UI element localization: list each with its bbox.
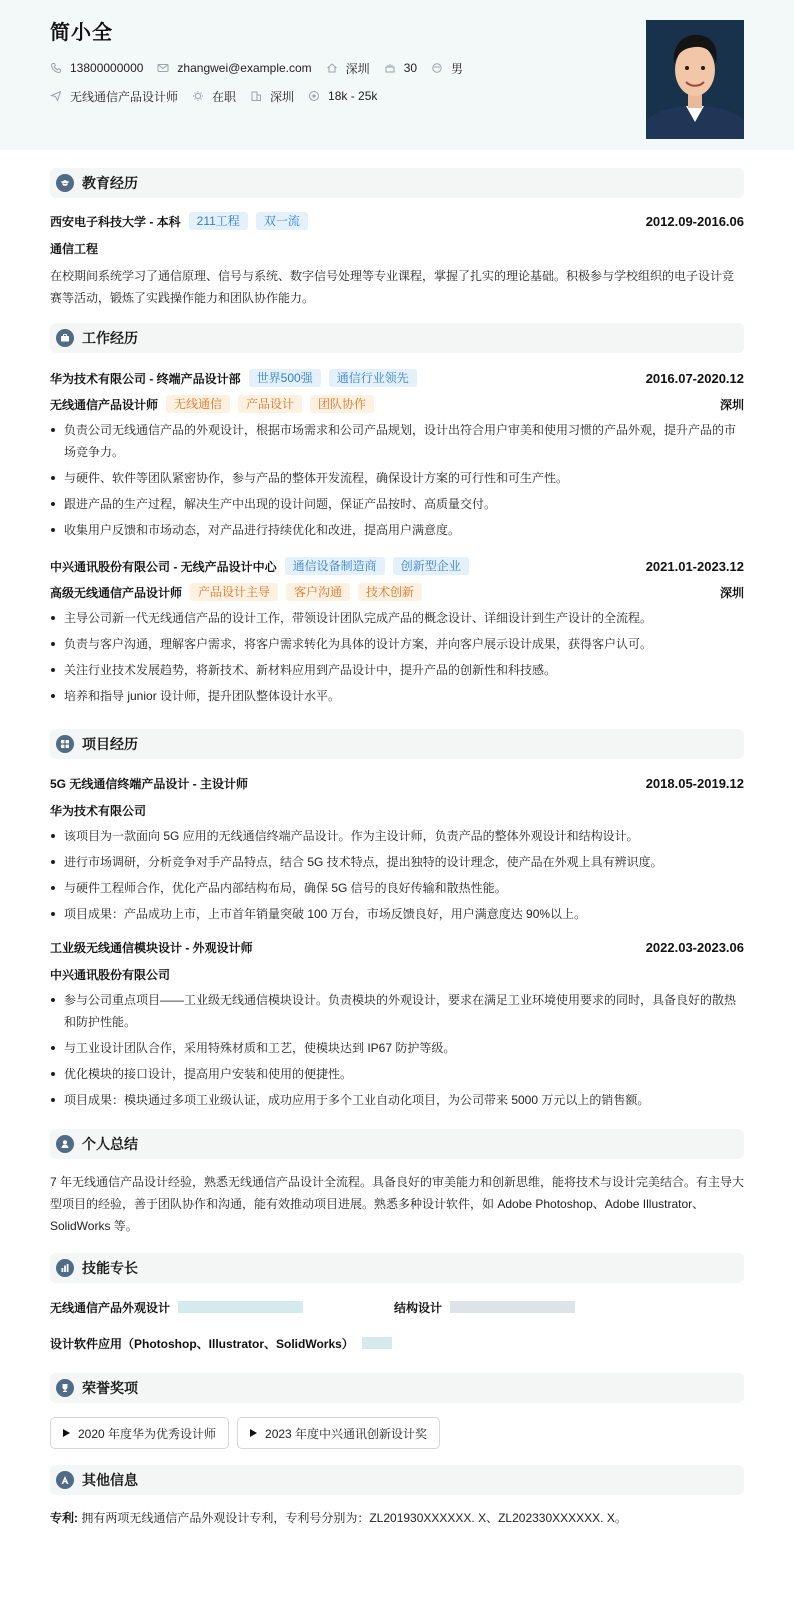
education-description: 在校期间系统学习了通信原理、信号与系统、数字信号处理等专业课程，掌握了扎实的理论基础。积极参与学校组织的电子设计竞赛等活动，锻炼了实践操作能力和团队协作能力。	[50, 269, 735, 305]
contact-row	[50, 56, 744, 80]
work-item	[50, 557, 744, 707]
list-item: 培养和指导 junior 设计师，提升团队整体设计水平。	[50, 685, 744, 707]
skill-bar	[450, 1301, 575, 1313]
work-item	[50, 369, 744, 541]
intent-status	[192, 88, 236, 105]
patent-label: 专利:	[50, 1511, 78, 1525]
intent-row	[50, 84, 744, 108]
other-info	[50, 1507, 744, 1529]
project-title: 5G 无线通信终端产品设计 - 主设计师	[50, 777, 249, 791]
list-item: 项目成果：产品成功上市，上市首年销量突破 100 万台，市场反馈良好，用户满意度达 90%以上。	[50, 903, 744, 925]
work-bullets	[50, 419, 744, 541]
skill-bar-fill	[362, 1337, 392, 1349]
role-tag: 产品设计主导	[190, 583, 278, 601]
home-icon	[326, 62, 338, 74]
section-work	[50, 323, 744, 353]
list-item: 跟进产品的生产过程，解决生产中出现的设计问题，保证产品按时、高质量交付。	[50, 493, 744, 515]
section-title: 其他信息	[82, 1472, 138, 1488]
major: 通信工程	[50, 242, 99, 256]
salary-icon	[308, 90, 320, 102]
contact-age	[384, 61, 417, 75]
briefcase-icon	[56, 329, 74, 347]
list-item: 负责与客户沟通，理解客户需求，将客户需求转化为具体的设计方案，并向客户展示设计成果，获得客户认可。	[50, 633, 744, 655]
project-title: 工业级无线通信模块设计 - 外观设计师	[50, 941, 253, 955]
intent-city	[250, 88, 294, 105]
education-row	[50, 212, 744, 230]
intent-city-text: 深圳	[270, 89, 295, 104]
resume-body	[0, 168, 794, 1529]
play-icon	[63, 1429, 70, 1437]
work-bullets	[50, 607, 744, 707]
list-item: 该项目为一款面向 5G 应用的无线通信终端产品设计。作为主设计师，负责产品的整体外观设计和结构设计。	[50, 825, 744, 847]
section-skills	[50, 1253, 744, 1283]
status-text: 在职	[212, 89, 237, 104]
list-item: 优化模块的接口设计，提高用户安装和使用的便捷性。	[50, 1063, 744, 1085]
company-name: 华为技术有限公司 - 终端产品设计部	[50, 371, 241, 386]
list-item: 与工业设计团队合作，采用特殊材质和工艺，使模块达到 IP67 防护等级。	[50, 1037, 744, 1059]
gender-text: 男	[451, 61, 464, 76]
company-tag: 通信行业领先	[329, 369, 417, 387]
intent-position	[50, 88, 178, 105]
company-tag: 通信设备制造商	[285, 557, 385, 575]
trophy-icon	[56, 1379, 74, 1397]
role-tag: 无线通信	[166, 395, 230, 413]
project-org: 华为技术有限公司	[50, 804, 147, 818]
company-tag: 创新型企业	[393, 557, 469, 575]
section-other	[50, 1465, 744, 1495]
graduation-cap-icon	[56, 174, 74, 192]
skill-name: 结构设计	[394, 1300, 443, 1315]
email-text: zhangwei@example.com	[177, 61, 312, 75]
list-item: 与硬件工程师合作，优化产品内部结构布局，确保 5G 信号的良好传输和散热性能。	[50, 877, 744, 899]
work-date: 2016.07-2020.12	[645, 370, 744, 386]
project-bullets	[50, 989, 744, 1111]
list-item: 收集用户反馈和市场动态，对产品进行持续优化和改进，提高用户满意度。	[50, 519, 744, 541]
role-tag: 技术创新	[358, 583, 422, 601]
awards-list	[50, 1417, 744, 1449]
section-title: 教育经历	[82, 175, 138, 191]
skill-bar-fill	[178, 1301, 303, 1313]
section-title: 荣誉奖项	[82, 1380, 138, 1396]
grid-icon	[56, 735, 74, 753]
profile-photo	[646, 20, 744, 139]
section-title: 技能专长	[82, 1260, 138, 1276]
list-item: 关注行业技术发展趋势，将新技术、新材料应用到产品设计中，提升产品的创新性和科技感。	[50, 659, 744, 681]
award-text: 2020 年度华为优秀设计师	[78, 1426, 217, 1441]
skill-name: 设计软件应用（Photoshop、Illustrator、SolidWorks）	[50, 1336, 354, 1351]
status-icon	[192, 90, 204, 102]
skills-grid	[50, 1299, 744, 1315]
job-title: 无线通信产品设计师	[50, 397, 159, 412]
section-title: 工作经历	[82, 330, 138, 346]
education-date: 2012.09-2016.06	[645, 213, 744, 229]
candidate-name: 简小全	[50, 22, 113, 44]
role-tag: 团队协作	[310, 395, 374, 413]
school-tag: 211工程	[189, 212, 248, 230]
award-item	[237, 1417, 440, 1449]
list-item: 与硬件、软件等团队紧密协作，参与产品的整体开发流程，确保设计方案的可行性和可生产性。	[50, 467, 744, 489]
list-item: 主导公司新一代无线通信产品的设计工作，带领设计团队完成产品的概念设计、详细设计到生产设计的全流程。	[50, 607, 744, 629]
section-summary	[50, 1129, 744, 1159]
section-title: 个人总结	[82, 1136, 138, 1152]
skill-name: 无线通信产品外观设计	[50, 1300, 171, 1315]
contact-city	[326, 60, 370, 77]
contact-gender	[431, 60, 463, 77]
building-icon	[250, 90, 262, 102]
project-date: 2018.05-2019.12	[645, 776, 744, 791]
position-text: 无线通信产品设计师	[70, 89, 179, 104]
company-name: 中兴通讯股份有限公司 - 无线产品设计中心	[50, 559, 277, 574]
section-education	[50, 168, 744, 198]
project-item	[50, 775, 744, 925]
company-tag: 世界500强	[249, 369, 321, 387]
project-org: 中兴通讯股份有限公司	[50, 968, 171, 982]
resume-header	[0, 0, 794, 150]
skill-item	[394, 1299, 575, 1315]
role-tag: 客户沟通	[286, 583, 350, 601]
list-item: 项目成果：模块通过多项工业级认证，成功应用于多个工业自动化项目，为公司带来 5000 万元以上的销售额。	[50, 1089, 744, 1111]
chart-icon	[56, 1259, 74, 1277]
contact-phone	[50, 61, 143, 75]
intent-salary	[308, 89, 377, 103]
award-item	[50, 1417, 229, 1449]
gender-icon	[431, 62, 443, 74]
list-item: 负责公司无线通信产品的外观设计，根据市场需求和公司产品规划，设计出符合用户审美和使用习惯的产品外观，提升产品的市场竞争力。	[50, 419, 744, 463]
phone-icon	[50, 62, 62, 74]
send-icon	[50, 90, 62, 102]
contact-email	[157, 61, 311, 75]
patent-text: 拥有两项无线通信产品外观设计专利，专利号分别为：ZL201930XXXXXX. X、ZL202330XXXXXX. X。	[81, 1511, 627, 1525]
school-name: 西安电子科技大学 - 本科	[50, 214, 181, 229]
user-icon	[56, 1135, 74, 1153]
summary-text: 7 年无线通信产品设计经验，熟悉无线通信产品设计全流程。具备良好的审美能力和创新思维，能将技术与设计完美结合。有主导大型项目的经验，善于团队协作和沟通，能有效推动项目进展。熟悉多种设计软件，如 Adobe Photoshop、Adobe Illustrator、SolidWorks 等。	[50, 1175, 745, 1233]
skill-bar	[178, 1301, 303, 1313]
school-tag: 双一流	[256, 212, 308, 230]
age-text: 30	[403, 61, 418, 75]
skill-item	[50, 1335, 744, 1351]
section-awards	[50, 1373, 744, 1403]
work-city: 深圳	[719, 585, 744, 600]
work-city: 深圳	[719, 397, 744, 412]
skill-bar	[362, 1337, 392, 1349]
work-date: 2021.01-2023.12	[645, 558, 744, 574]
skill-item	[50, 1299, 394, 1315]
project-bullets	[50, 825, 744, 925]
project-item	[50, 939, 744, 1111]
city-text: 深圳	[345, 61, 370, 76]
list-item: 参与公司重点项目——工业级无线通信模块设计。负责模块的外观设计，要求在满足工业环境使用要求的同时，具备良好的散热和防护性能。	[50, 989, 744, 1033]
list-item: 进行市场调研，分析竞争对手产品特点，结合 5G 技术特点，提出独特的设计理念，使产品在外观上具有辨识度。	[50, 851, 744, 873]
play-icon	[250, 1429, 257, 1437]
award-text: 2023 年度中兴通讯创新设计奖	[265, 1426, 428, 1441]
mail-icon	[157, 62, 169, 74]
salary-text: 18k - 25k	[328, 89, 378, 103]
phone-text: 13800000000	[70, 61, 144, 75]
section-projects	[50, 729, 744, 759]
section-title: 项目经历	[82, 736, 138, 752]
role-tag: 产品设计	[238, 395, 302, 413]
age-icon	[384, 62, 396, 74]
project-date: 2022.03-2023.06	[645, 940, 744, 955]
info-icon	[56, 1471, 74, 1489]
job-title: 高级无线通信产品设计师	[50, 585, 183, 600]
